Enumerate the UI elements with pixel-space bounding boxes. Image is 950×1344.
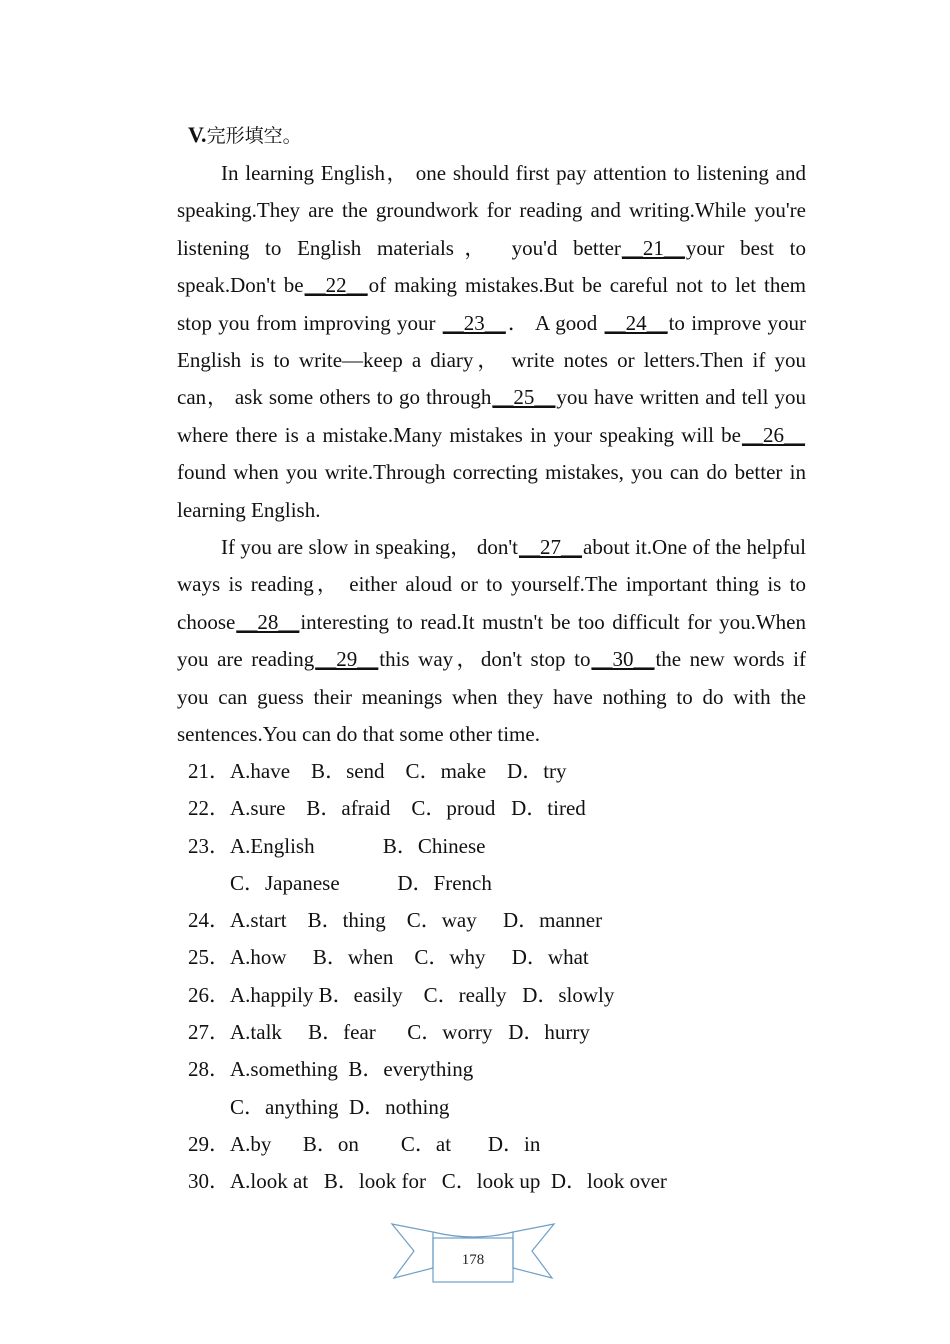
passage-text: to improve your English is to write—keep a diary， write notes or letters.Then if you can， ask some others to go through [177,310,806,410]
blank-26: __26__ [742,422,805,447]
passage-text: If you are slow in speaking， don't [221,535,518,560]
option-row-27: 27．A.talk B．fear C．worry D．hurry [188,1020,590,1045]
option-row-29: 29．A.by B．on C．at D．in [188,1131,541,1156]
blank-23: __23__ [442,310,506,335]
page-number: 178 [461,1252,485,1268]
blank-21: __21__ [621,235,685,260]
passage-paragraph-1 [177,155,806,529]
blank-27: __27__ [519,535,582,560]
ribbon-left-tail [392,1224,433,1278]
passage-text: this way，don't stop to [379,647,591,672]
option-row-28b: C．anything D．nothing [188,1094,450,1119]
passage-paragraph-2 [177,529,806,753]
option-row-30: 30．A.look at B．look for C．look up D．look over [188,1169,667,1194]
blank-28: __28__ [236,609,300,634]
passage-text: interesting to read.It mustn't be too difficult for you.When you are reading [177,609,806,672]
blank-25: __25__ [492,385,556,410]
option-row-25: 25．A.how B．when C．why D．what [188,945,589,970]
section-numeral: V. [188,122,207,147]
section-title: 完形填空。 [206,125,302,147]
option-row-22: 22．A.sure B．afraid C．proud D．tired [188,796,586,821]
section-heading [188,118,302,153]
cloze-passage [177,155,806,754]
passage-text: your best to speak.Don't be [177,235,807,298]
passage-text: the new words if you can guess their meanings when they have nothing to do with the sentences.You can do that some other time. [177,647,806,747]
passage-text: of making mistakes.But be careful not to let them stop you from improving your [177,273,806,335]
option-row-23b: C．Japanese D．French [188,870,492,895]
option-row-26: 26．A.happily B．easily C．really D．slowly [188,982,615,1007]
option-row-28a: 28．A.something B．everything [188,1057,474,1082]
blank-29: __29__ [315,647,379,672]
ribbon-top-curve [433,1232,513,1237]
blank-24: __24__ [604,310,668,335]
passage-text: In learning English， one should first pay attention to listening and speaking.They are the groundwork for reading and writing.While you're listening to English materials， you'd better [177,161,806,260]
option-row-24: 24．A.start B．thing C．way D．manner [188,908,603,933]
option-row-23a: 23．A.English B．Chinese [188,833,486,858]
answer-options [188,753,667,1201]
passage-text: you have written and tell you where there is a mistake.Many mistakes in your speaking will be [177,385,806,447]
passage-text: about it.One of the helpful ways is reading， either aloud or to yourself.The important thing is to choose [177,535,806,634]
option-row-21: 21．A.have B．send C．make D．try [188,759,567,783]
passage-text: ． A good [506,310,604,335]
blank-22: __22__ [304,273,368,298]
blank-30: __30__ [591,647,655,672]
ribbon-right-tail [513,1224,554,1278]
passage-text: found when you write.Through correcting mistakes, you can do better in learning English. [177,460,806,522]
